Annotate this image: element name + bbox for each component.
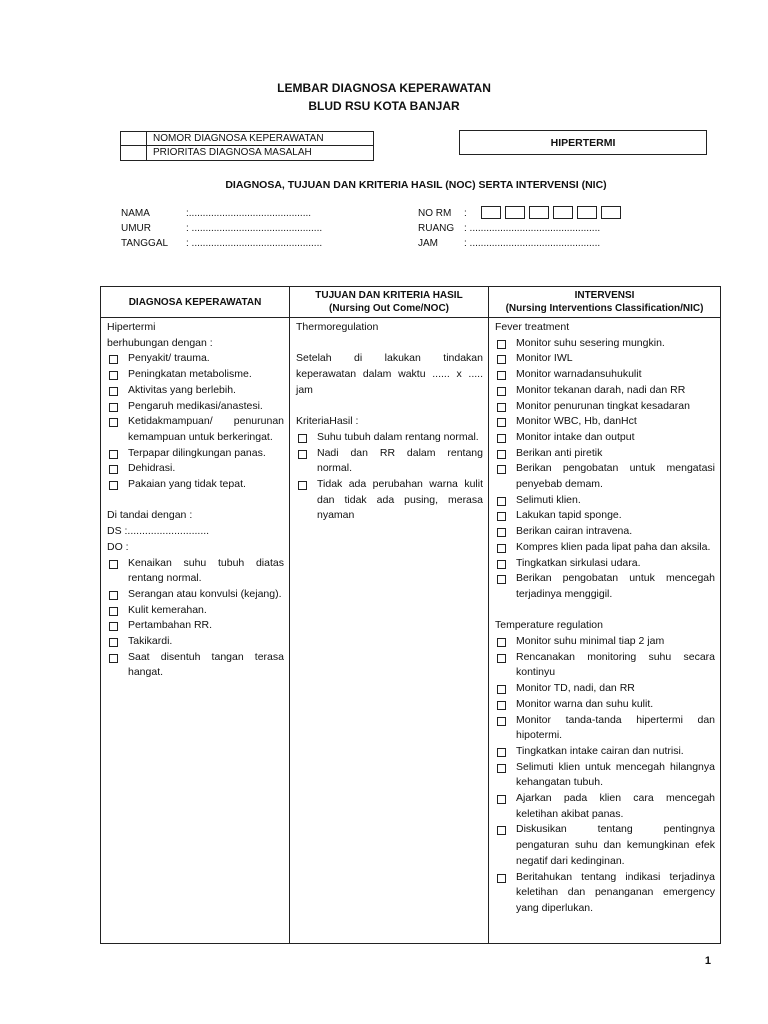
related-factor-item-text: Pengaruh medikasi/anastesi. — [128, 399, 263, 412]
fever-intervention-item — [495, 446, 715, 462]
temperature-intervention-item — [495, 744, 715, 760]
checkbox[interactable] — [109, 607, 118, 616]
temperature-intervention-item-text: Selimuti klien untuk mencegah hilangnya kehangatan tubuh. — [516, 760, 715, 789]
fever-intervention-item — [495, 383, 715, 399]
fever-intervention-item — [495, 524, 715, 540]
temperature-intervention-item-text: Ajarkan pada klien cara mencegah keletihan akibat panas. — [516, 792, 715, 820]
noc-title: Thermoregulation — [296, 321, 379, 333]
priority-label: PRIORITAS DIAGNOSA MASALAH — [153, 147, 312, 158]
checkbox[interactable] — [109, 403, 118, 412]
norm-digit-box[interactable] — [553, 206, 573, 219]
checkbox[interactable] — [497, 874, 506, 883]
fever-intervention-item — [495, 430, 715, 446]
diagnosis-number-cell — [121, 132, 147, 145]
checkbox[interactable] — [497, 387, 506, 396]
checkbox[interactable] — [109, 387, 118, 396]
checkbox[interactable] — [298, 434, 307, 443]
related-factor-item-text: Pakaian yang tidak tepat. — [128, 478, 246, 491]
related-factors-list — [107, 351, 284, 492]
temperature-intervention-item — [495, 760, 715, 791]
temperature-regulation-title: Temperature regulation — [495, 619, 603, 632]
temperature-intervention-item — [495, 822, 715, 869]
checkbox[interactable] — [497, 544, 506, 553]
checkbox[interactable] — [109, 591, 118, 600]
objective-data-item — [107, 634, 284, 650]
fever-intervention-item-text: Berikan cairan intravena. — [516, 525, 633, 538]
nama-field[interactable]: :............................................ — [186, 208, 312, 219]
checkbox[interactable] — [497, 434, 506, 443]
checkbox[interactable] — [298, 481, 307, 490]
col-nic-header-line2: (Nursing Interventions Classification/NIC) — [505, 303, 704, 314]
temperature-regulation-list — [495, 634, 715, 917]
table-body-row — [101, 318, 721, 944]
objective-data-item-text: Takikardi. — [128, 635, 173, 648]
diagnosis-name-box: HIPERTERMI — [459, 130, 707, 155]
checkbox[interactable] — [109, 450, 118, 459]
checkbox[interactable] — [497, 465, 506, 474]
temperature-intervention-item-text: Beritahukan tentang indikasi terjadinya keletihan dan penanganan emergency yang diperlukan. — [516, 870, 715, 914]
checkbox[interactable] — [109, 481, 118, 490]
checkbox[interactable] — [497, 340, 506, 349]
fever-intervention-item-text: Selimuti klien. — [516, 493, 581, 506]
diagnosis-number-row — [121, 132, 373, 146]
checkbox[interactable] — [109, 371, 118, 380]
noc-intro: Setelah di lakukan tindakan keperawatan dalam waktu ...... x ..... jam — [296, 352, 483, 396]
ruang-field[interactable]: : ............................................... — [464, 223, 601, 234]
related-factor-item-text: Ketidakmampuan/ penurunan kemampuan untuk berkeringat. — [128, 415, 284, 443]
fever-intervention-item — [495, 571, 715, 602]
checkbox[interactable] — [497, 795, 506, 804]
related-factor-item-text: Aktivitas yang berlebih. — [128, 383, 236, 396]
col-noc-header — [290, 287, 489, 318]
fever-intervention-item-text: Monitor tekanan darah, nadi dan RR — [516, 383, 686, 396]
checkbox[interactable] — [497, 826, 506, 835]
fever-intervention-item — [495, 367, 715, 383]
objective-data-item-text: Kulit kemerahan. — [128, 603, 207, 616]
priority-cell — [121, 146, 147, 160]
temperature-intervention-item-text: Rencanakan monitoring suhu secara kontinyu — [516, 650, 715, 679]
checkbox[interactable] — [497, 654, 506, 663]
fever-intervention-item — [495, 556, 715, 572]
fever-intervention-item-text: Berikan anti piretik — [516, 446, 603, 459]
fever-intervention-item-text: Berikan pengobatan untuk mencegah terjadinya menggigil. — [516, 572, 715, 600]
checkbox[interactable] — [497, 764, 506, 773]
checkbox[interactable] — [497, 685, 506, 694]
related-factor-item — [107, 383, 284, 399]
checkbox[interactable] — [497, 560, 506, 569]
checkbox[interactable] — [497, 355, 506, 364]
col-noc-header-line1: TUJUAN DAN KRITERIA HASIL — [315, 290, 463, 301]
fever-intervention-item — [495, 399, 715, 415]
criteria-item — [296, 477, 483, 524]
objective-data-item — [107, 650, 284, 681]
jam-field[interactable]: : ............................................... — [464, 238, 601, 249]
related-factor-item — [107, 399, 284, 415]
checkbox[interactable] — [497, 717, 506, 726]
checkbox[interactable] — [497, 638, 506, 647]
ds-field[interactable]: DS :............................ — [107, 525, 210, 538]
norm-digit-box[interactable] — [529, 206, 549, 219]
related-factor-item — [107, 446, 284, 462]
do-label: DO : — [107, 540, 129, 553]
norm-colon: : — [464, 208, 467, 219]
objective-data-item-text: Pertambahan RR. — [128, 619, 213, 632]
fever-intervention-item-text: Monitor IWL — [516, 352, 573, 365]
fever-intervention-item-text: Berikan pengobatan untuk mengatasi penyebab demam. — [516, 462, 715, 491]
temperature-intervention-item — [495, 791, 715, 822]
temperature-intervention-item-text: Monitor tanda-tanda hipertermi dan hipotermi. — [516, 713, 715, 742]
objective-data-item — [107, 603, 284, 619]
checkbox[interactable] — [497, 450, 506, 459]
checkbox[interactable] — [497, 371, 506, 380]
checkbox[interactable] — [497, 528, 506, 537]
checkbox[interactable] — [497, 748, 506, 757]
fever-intervention-item-text: Monitor WBC, Hb, danHct — [516, 415, 637, 428]
col-diagnosa-header — [101, 287, 290, 318]
umur-label: UMUR — [121, 223, 151, 234]
section-subheading: DIAGNOSA, TUJUAN DAN KRITERIA HASIL (NOC) SERTA INTERVENSI (NIC) — [225, 179, 607, 191]
related-factor-item — [107, 461, 284, 477]
diagnosa-cell — [101, 318, 290, 944]
temperature-intervention-item — [495, 650, 715, 681]
fever-intervention-item-text: Tingkatkan sirkulasi udara. — [516, 556, 641, 569]
related-factor-item — [107, 367, 284, 383]
temperature-intervention-item-text: Tingkatkan intake cairan dan nutrisi. — [516, 744, 684, 757]
fever-intervention-item-text: Lakukan tapid sponge. — [516, 509, 622, 522]
fever-intervention-item-text: Monitor penurunan tingkat kesadaran — [516, 399, 690, 412]
fever-intervention-item-text: Monitor intake dan output — [516, 430, 635, 443]
col-diagnosa-header-text: DIAGNOSA KEPERAWATAN — [128, 296, 262, 308]
checkbox[interactable] — [298, 450, 307, 459]
umur-field[interactable]: : ............................................... — [186, 223, 323, 234]
criteria-item-text: Suhu tubuh dalam rentang normal. — [317, 430, 479, 443]
diagnosis-number-label: NOMOR DIAGNOSA KEPERAWATAN — [153, 133, 324, 144]
col-nic-header-line1: INTERVENSI — [574, 290, 635, 301]
objective-data-item — [107, 587, 284, 603]
norm-digit-box[interactable] — [505, 206, 525, 219]
col-nic-header — [489, 287, 721, 318]
diagnosa-title: Hipertermi — [107, 321, 156, 333]
tanggal-field[interactable]: : ............................................... — [186, 238, 323, 249]
fever-intervention-item-text: Monitor suhu sesering mungkin. — [516, 336, 665, 349]
fever-intervention-item — [495, 351, 715, 367]
checkbox[interactable] — [109, 418, 118, 427]
related-factor-item — [107, 477, 284, 493]
criteria-list — [296, 430, 483, 524]
checkbox[interactable] — [109, 622, 118, 631]
fever-intervention-item — [495, 540, 715, 556]
page-number: 1 — [704, 955, 711, 967]
criteria-item-text: Nadi dan RR dalam rentang normal. — [317, 446, 483, 475]
related-factor-item — [107, 351, 284, 367]
norm-digit-box[interactable] — [601, 206, 621, 219]
fever-intervention-item-text: Monitor warnadansuhukulit — [516, 368, 642, 381]
col-noc-header-line2: (Nursing Out Come/NOC) — [329, 303, 449, 314]
criteria-item — [296, 430, 483, 446]
temperature-intervention-item — [495, 681, 715, 697]
checkbox[interactable] — [497, 701, 506, 710]
noc-cell — [290, 318, 489, 944]
fever-intervention-item — [495, 461, 715, 492]
related-factor-item-text: Penyakit/ trauma. — [128, 352, 210, 365]
ruang-label: RUANG — [418, 223, 455, 234]
checkbox[interactable] — [497, 418, 506, 427]
checkbox[interactable] — [109, 355, 118, 364]
fever-intervention-item — [495, 336, 715, 352]
fever-treatment-list — [495, 336, 715, 603]
priority-row — [121, 146, 373, 160]
fever-intervention-item — [495, 493, 715, 509]
care-plan-table — [100, 286, 721, 944]
checkbox[interactable] — [109, 560, 118, 569]
criteria-label: KriteriaHasil : — [296, 415, 359, 428]
related-factor-item-text: Terpapar dilingkungan panas. — [128, 446, 266, 459]
temperature-intervention-item — [495, 697, 715, 713]
checkbox[interactable] — [109, 654, 118, 663]
norm-digit-box[interactable] — [577, 206, 597, 219]
temperature-intervention-item — [495, 634, 715, 650]
temperature-intervention-item-text: Monitor TD, nadi, dan RR — [516, 682, 635, 695]
temperature-intervention-item — [495, 713, 715, 744]
objective-data-item-text: Kenaikan suhu tubuh diatas rentang normal. — [128, 556, 284, 585]
fever-treatment-title: Fever treatment — [495, 321, 570, 333]
objective-data-list — [107, 556, 284, 682]
fever-intervention-item-text: Kompres klien pada lipat paha dan aksila. — [516, 540, 711, 553]
temperature-intervention-item-text: Monitor warna dan suhu kulit. — [516, 697, 654, 710]
table-header-row — [101, 287, 721, 318]
temperature-intervention-item-text: Diskusikan tentang pentingnya pengaturan suhu dan kemungkinan efek negatif dari kedinginan. — [516, 823, 715, 867]
fever-intervention-item — [495, 414, 715, 430]
norm-digit-box[interactable] — [481, 206, 501, 219]
nama-label: NAMA — [121, 208, 150, 219]
criteria-item-text: Tidak ada perubahan warna kulit dan tidak ada pusing, merasa nyaman — [317, 478, 483, 522]
checkbox[interactable] — [497, 512, 506, 521]
temperature-intervention-item-text: Monitor suhu minimal tiap 2 jam — [516, 635, 665, 648]
related-factor-item-text: Peningkatan metabolisme. — [128, 368, 252, 381]
objective-data-item — [107, 618, 284, 634]
hospital-name: BLUD RSU KOTA BANJAR — [308, 99, 460, 113]
tanggal-label: TANGGAL — [121, 238, 169, 249]
marked-intro: Di tandai dengan : — [107, 509, 193, 522]
temperature-intervention-item — [495, 870, 715, 917]
fever-intervention-item — [495, 508, 715, 524]
objective-data-item-text: Serangan atau konvulsi (kejang). — [128, 587, 282, 600]
criteria-item — [296, 446, 483, 477]
objective-data-item-text: Saat disentuh tangan terasa hangat. — [128, 650, 284, 679]
related-factor-item — [107, 414, 284, 445]
checkbox[interactable] — [497, 575, 506, 584]
checkbox[interactable] — [109, 465, 118, 474]
checkbox[interactable] — [497, 497, 506, 506]
objective-data-item — [107, 556, 284, 587]
diagnosis-number-box — [120, 131, 374, 161]
checkbox[interactable] — [109, 638, 118, 647]
related-intro: berhubungan dengan : — [107, 336, 213, 349]
checkbox[interactable] — [497, 403, 506, 412]
jam-label: JAM — [418, 238, 438, 249]
nic-cell — [489, 318, 721, 944]
related-factor-item-text: Dehidrasi. — [128, 462, 176, 475]
norm-label: NO RM — [418, 208, 452, 219]
document-title: LEMBAR DIAGNOSA KEPERAWATAN — [277, 81, 491, 95]
